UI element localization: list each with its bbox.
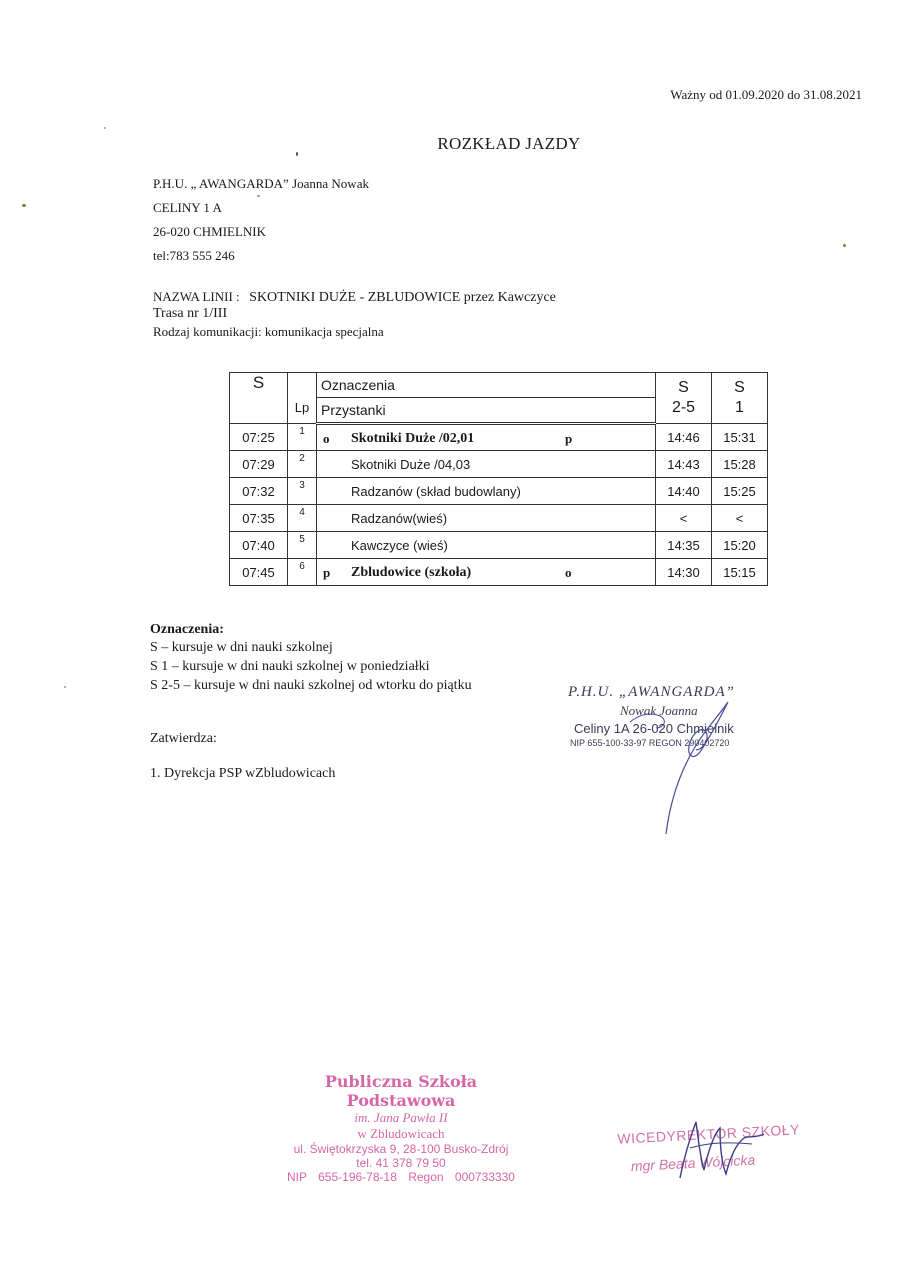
- time-s1: 15:31: [712, 424, 768, 451]
- departure-time: 07:32: [230, 478, 288, 505]
- departure-time: 07:35: [230, 505, 288, 532]
- departure-time: 07:40: [230, 532, 288, 559]
- school-stamp-phone: tel. 41 378 79 50: [356, 1156, 446, 1170]
- departure-time: 07:25: [230, 424, 288, 451]
- paper-speck: [64, 686, 66, 688]
- school-stamp: [270, 1072, 532, 1184]
- row-number: 1: [288, 424, 317, 451]
- paper-speck: [104, 127, 106, 129]
- stop-cell: [317, 451, 656, 478]
- time-s1: <: [712, 505, 768, 532]
- stop-cell: [317, 532, 656, 559]
- time-s1: 15:20: [712, 532, 768, 559]
- school-stamp-ids: NIP 655-196-78-18 Regon 000733330: [287, 1170, 515, 1184]
- line-name: [153, 289, 556, 306]
- stop-name: Zbludowice (szkoła): [351, 565, 472, 580]
- legend-item: S 1 – kursuje w dni nauki szkolnej w poniedziałki: [150, 659, 430, 674]
- header-s1: [712, 373, 768, 424]
- stop-flag-left: o: [323, 430, 330, 446]
- table-row: [230, 505, 768, 532]
- header-s1-top: S: [734, 379, 745, 396]
- company-city: 26-020 CHMIELNIK: [153, 224, 267, 239]
- row-number: 2: [288, 451, 317, 478]
- approver: 1. Dyrekcja PSP wZbludowicach: [150, 766, 336, 781]
- validity-period: Ważny od 01.09.2020 do 31.08.2021: [670, 87, 862, 102]
- stop-cell: [317, 505, 656, 532]
- header-s25-bottom: 2-5: [671, 399, 696, 416]
- paper-speck: [257, 195, 260, 197]
- document-title: ROZKŁAD JAZDY: [437, 134, 581, 153]
- school-stamp-patron: im. Jana Pawła II: [354, 1110, 448, 1125]
- time-s1: 15:28: [712, 451, 768, 478]
- stamp-company-name: P.H.U. „AWANGARDA”: [568, 684, 735, 700]
- time-s1: 15:15: [712, 559, 768, 586]
- stop-flag-right: o: [565, 565, 572, 580]
- approve-label: Zatwierdza:: [150, 731, 217, 746]
- time-s25: 14:30: [656, 559, 712, 586]
- time-s25: 14:40: [656, 478, 712, 505]
- stop-name: Radzanów(wieś): [351, 511, 448, 526]
- stop-name: Skotniki Duże /04,03: [351, 457, 471, 472]
- timetable: [229, 372, 768, 586]
- header-lp: Lp: [288, 373, 317, 424]
- stop-cell: [317, 559, 656, 586]
- school-stamp-name: Publiczna Szkoła Podstawowa: [324, 1072, 478, 1110]
- stop-cell: [317, 424, 656, 451]
- director-stamp-title: WICEDYREKTOR SZKOŁY: [616, 1121, 801, 1147]
- row-number: 6: [288, 559, 317, 586]
- time-s1: 15:25: [712, 478, 768, 505]
- time-s25: 14:46: [656, 424, 712, 451]
- stamp-company-ids: NIP 655-100-33-97 REGON 290402720: [570, 738, 730, 748]
- stamp-company-owner: Nowak Joanna: [620, 703, 698, 718]
- school-stamp-place: w Zbludowicach: [357, 1126, 445, 1141]
- paper-speck: [22, 204, 26, 207]
- table-row: [230, 532, 768, 559]
- table-row: [230, 424, 768, 451]
- company-signature: [610, 692, 750, 842]
- stop-flag-left: p: [323, 565, 331, 580]
- school-stamp-address: ul. Świętokrzyska 9, 28-100 Busko-Zdrój: [293, 1142, 509, 1156]
- legend-item: S – kursuje w dni nauki szkolnej: [150, 640, 333, 655]
- header-s25: [656, 373, 712, 424]
- paper-speck: [843, 244, 846, 247]
- time-s25: 14:43: [656, 451, 712, 478]
- header-stops: Przystanki: [317, 398, 656, 424]
- legend-item: S 2-5 – kursuje w dni nauki szkolnej od wtorku do piątku: [150, 678, 472, 693]
- stop-name: Skotniki Duże /02,01: [351, 430, 475, 446]
- stamp-company-address: Celiny 1A 26-020 Chmielnik: [574, 721, 734, 736]
- table-row: [230, 478, 768, 505]
- header-s25-top: S: [678, 379, 689, 396]
- stop-flag-right: p: [565, 430, 573, 446]
- director-stamp-name: mgr Beata Wójcicka: [630, 1151, 756, 1175]
- director-signature: [660, 1108, 780, 1188]
- row-number: 3: [288, 478, 317, 505]
- company-street: CELINY 1 A: [153, 200, 222, 215]
- table-row: [230, 451, 768, 478]
- communication-type: Rodzaj komunikacji: komunikacja specjalna: [153, 324, 384, 339]
- row-number: 4: [288, 505, 317, 532]
- company-phone: tel:783 555 246: [153, 248, 235, 263]
- legend-title: Oznaczenia:: [150, 622, 224, 637]
- departure-time: 07:29: [230, 451, 288, 478]
- header-markings: Oznaczenia: [317, 373, 656, 398]
- time-s25: <: [656, 505, 712, 532]
- stop-cell: [317, 478, 656, 505]
- departure-time: 07:45: [230, 559, 288, 586]
- header-s1-bottom: 1: [735, 399, 744, 416]
- line-name-label: NAZWA LINII :: [153, 289, 240, 304]
- line-name-value: SKOTNIKI DUŻE - ZBLUDOWICE przez Kawczyce: [249, 290, 556, 305]
- row-number: 5: [288, 532, 317, 559]
- company-name: P.H.U. „ AWANGARDA” Joanna Nowak: [153, 176, 369, 191]
- table-row: [230, 559, 768, 586]
- stop-name: Radzanów (skład budowlany): [351, 484, 521, 499]
- paper-speck: [296, 152, 298, 156]
- stop-name: Kawczyce (wieś): [351, 538, 448, 553]
- time-s25: 14:35: [656, 532, 712, 559]
- route-number: Trasa nr 1/III: [153, 306, 228, 321]
- header-s: S: [230, 373, 288, 424]
